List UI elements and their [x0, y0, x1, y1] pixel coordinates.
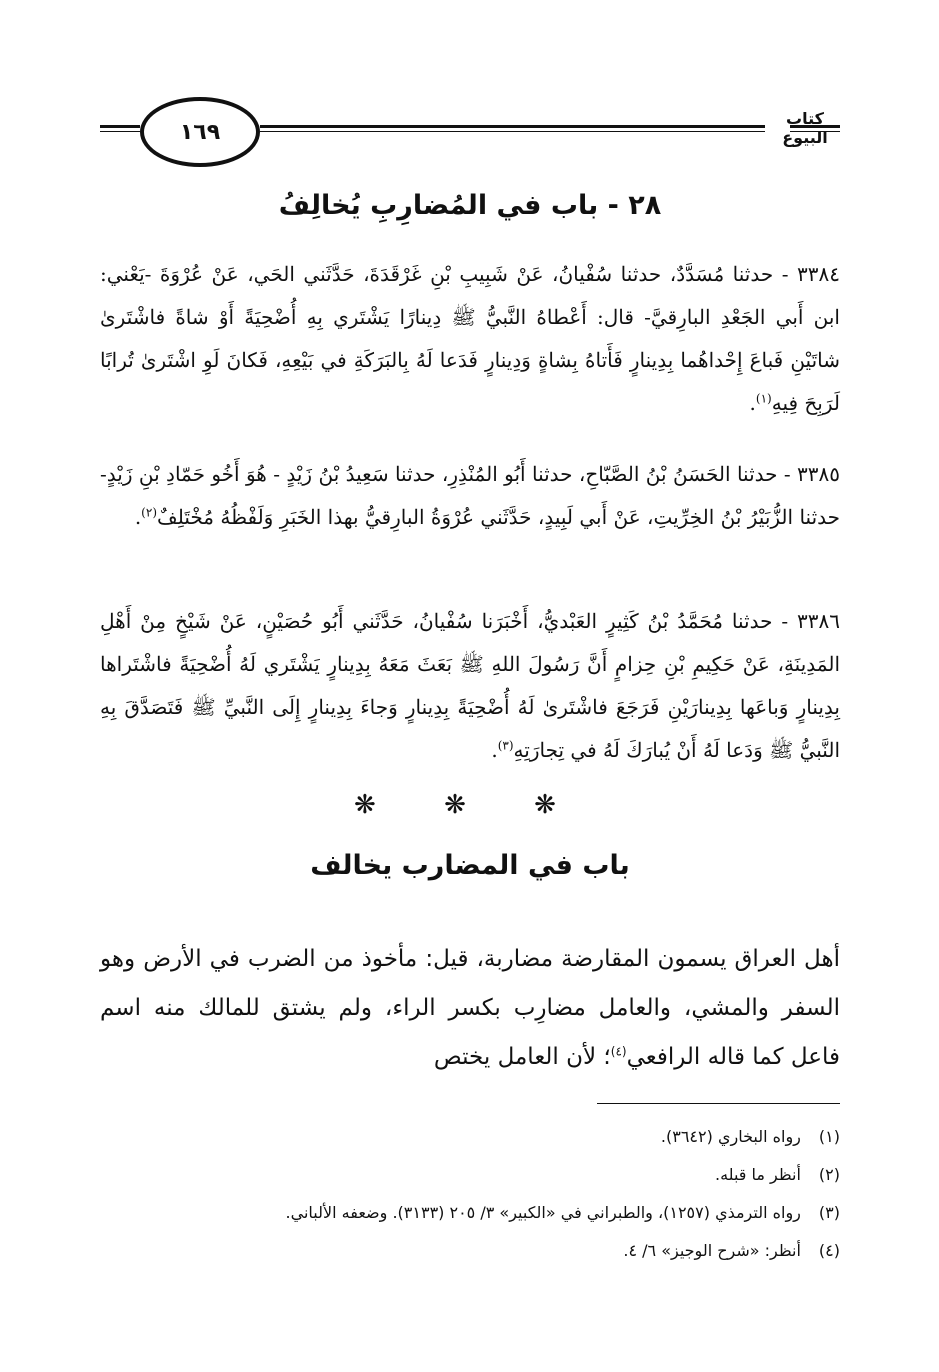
footnote-item	[100, 1232, 840, 1270]
footnote-item	[100, 1194, 840, 1232]
page-number-text: ١٦٩	[179, 119, 221, 145]
footnote-text: رواه البخاري (٣٦٤٢).	[660, 1127, 801, 1146]
footnote-number: (١)	[818, 1127, 840, 1146]
commentary-text: أهل العراق يسمون المقارضة مضاربة، قيل: مأخوذ من الضرب في الأرض وهو السفر والمشي، والعامل مضارِب بكسر الراء، ولم يشتق للمالك منه اسم فاعل كما قاله الرافعي	[100, 946, 840, 1070]
header-rule-left	[100, 125, 140, 132]
footnote-number: (٣)	[818, 1203, 840, 1222]
page-number	[140, 97, 260, 167]
footnote-item	[100, 1118, 840, 1156]
header-rule-joint	[260, 125, 305, 132]
book-title: كتاب البيوع	[782, 109, 828, 147]
section-separator: ❋ ❋ ❋	[354, 790, 586, 820]
hadith-text: ٣٣٨٥ - حدثنا الحَسَنُ بْنُ الصَّبّاحِ، حدثنا أَبُو المُنْذِرِ، حدثنا سَعِيدُ بْنُ زَيْدٍ - هُوَ أَخُو حَمّادِ بْنِ زَيْدٍ- حدثنا الزُّبَيْرُ بْنُ الخِرِّيتِ، عَنْ أَبي لَبِيدٍ، حَدَّثَني عُرْوَةُ البارِقيُّ بهذا الخَبَرِ وَلَفْظُهُ مُخْتَلِفٌ	[100, 462, 840, 529]
footnote-ref[interactable]: (١)	[755, 391, 772, 406]
header-rule-middle	[305, 125, 765, 132]
footnote-text: رواه الترمذي (١٢٥٧)، والطبراني في «الكبير» ٣/ ٢٠٥ (٣١٣٣). وضعفه الألباني.	[285, 1203, 801, 1222]
commentary-text-end: ؛ لأن العامل يختص	[433, 1044, 611, 1070]
footnotes-list	[100, 1118, 840, 1270]
footnote-number: (٤)	[818, 1241, 840, 1260]
hadith-paragraph: ٣٣٨٤ - حدثنا مُسَدَّدٌ، حدثنا سُفْيانُ، عَنْ شَبِيبِ بْنِ غَرْقَدَةَ، حَدَّثَني الحَي، عَنْ عُرْوَةَ -يَعْني: ابن أَبي الجَعْدِ البارِقيَّ- قال: أَعْطاهُ النَّبيُّ ﷺ دِينارًا يَشْتَري بِهِ أُضْحِيَةً أَوْ شاةً فاشْتَرىٰ شاتَيْنِ فَباعَ إِحْداهُما بِدِينارٍ فَأَتاهُ بِشاةٍ وَدِينارٍ فَدَعا لَهُ بِالبَرَكَةِ في بَيْعِهِ، فَكانَ لَوِ اشْتَرىٰ تُرابًا لَرَبِحَ فِيهِ$^{(١)}$.	[100, 262, 840, 415]
hadith-paragraph: ٣٣٨٦ - حدثنا مُحَمَّدُ بْنُ كَثِيرٍ العَبْديُّ، أَخْبَرَنا سُفْيانُ، حَدَّثَني أَبُو حُصَيْنٍ، عَنْ شَيْخٍ مِنْ أَهْلِ المَدِينَةِ، عَنْ حَكِيمِ بْنِ حِزامٍ أَنَّ رَسُولَ اللهِ ﷺ بَعَثَ مَعَهُ بِدِينارٍ يَشْتَري لَهُ أُضْحِيَةً فاشْتَراها بِدِينارٍ وَباعَها بِدِينارَيْنِ فَرَجَعَ فاشْتَرىٰ لَهُ أُضْحِيَةً بِدِينارٍ وَجاءَ بِدِينارٍ إِلَى النَّبيِّ ﷺ فَتَصَدَّقَ بِهِ النَّبيُّ ﷺ وَدَعا لَهُ أَنْ يُبارَكَ لَهُ في تِجارَتِهِ$^{(٣)}$.	[100, 609, 840, 762]
chapter-title: ٢٨ - باب في المُضارِبِ يُخالِفُ	[278, 190, 662, 221]
running-header	[100, 95, 840, 165]
footnote-ref[interactable]: (٢)	[141, 505, 157, 520]
footnote-item	[100, 1156, 840, 1194]
commentary-title: باب في المضارب يخالف	[310, 850, 630, 881]
footnote-text: أنظر: «شرح الوجيز» ٦/ ٤.	[623, 1241, 801, 1260]
footnote-divider	[597, 1103, 840, 1104]
footnote-ref[interactable]: (٤)	[610, 1044, 627, 1059]
commentary-paragraph	[100, 935, 840, 1082]
hadith-text: ٣٣٨٦ - حدثنا مُحَمَّدُ بْنُ كَثِيرٍ العَبْديُّ، أَخْبَرَنا سُفْيانُ، حَدَّثَني أَبُو حُصَيْنٍ، عَنْ شَيْخٍ مِنْ أَهْلِ المَدِينَةِ، عَنْ حَكِيمِ بْنِ حِزامٍ أَنَّ رَسُولَ اللهِ ﷺ بَعَثَ مَعَهُ بِدِينارٍ يَشْتَري لَهُ أُضْحِيَةً فاشْتَراها بِدِينارٍ وَباعَها بِدِينارَيْنِ فَرَجَعَ فاشْتَرىٰ لَهُ أُضْحِيَةً بِدِينارٍ وَجاءَ بِدِينارٍ إِلَى النَّبيِّ ﷺ فَتَصَدَّقَ بِهِ النَّبيُّ ﷺ وَدَعا لَهُ أَنْ يُبارَكَ لَهُ في تِجارَتِهِ	[100, 609, 840, 762]
hadith-text: ٣٣٨٤ - حدثنا مُسَدَّدٌ، حدثنا سُفْيانُ، عَنْ شَبِيبِ بْنِ غَرْقَدَةَ، حَدَّثَني الحَي، عَنْ عُرْوَةَ -يَعْني: ابن أَبي الجَعْدِ البارِقيَّ- قال: أَعْطاهُ النَّبيُّ ﷺ دِينارًا يَشْتَري بِهِ أُضْحِيَةً أَوْ شاةً فاشْتَرىٰ شاتَيْنِ فَباعَ إِحْداهُما بِدِينارٍ فَأَتاهُ بِشاةٍ وَدِينارٍ فَدَعا لَهُ بِالبَرَكَةِ في بَيْعِهِ، فَكانَ لَوِ اشْتَرىٰ تُرابًا لَرَبِحَ فِيهِ	[100, 262, 840, 415]
footnote-number: (٢)	[818, 1165, 840, 1184]
footnote-ref[interactable]: (٣)	[497, 738, 514, 753]
hadith-paragraph: ٣٣٨٥ - حدثنا الحَسَنُ بْنُ الصَّبّاحِ، حدثنا أَبُو المُنْذِرِ، حدثنا سَعِيدُ بْنُ زَيْدٍ - هُوَ أَخُو حَمّادِ بْنِ زَيْدٍ- حدثنا الزُّبَيْرُ بْنُ الخِرِّيتِ، عَنْ أَبي لَبِيدٍ، حَدَّثَني عُرْوَةُ البارِقيُّ بهذا الخَبَرِ وَلَفْظُهُ مُخْتَلِفٌ$^{(٢)}$.	[100, 462, 840, 529]
footnote-text: أنظر ما قبله.	[715, 1165, 801, 1184]
